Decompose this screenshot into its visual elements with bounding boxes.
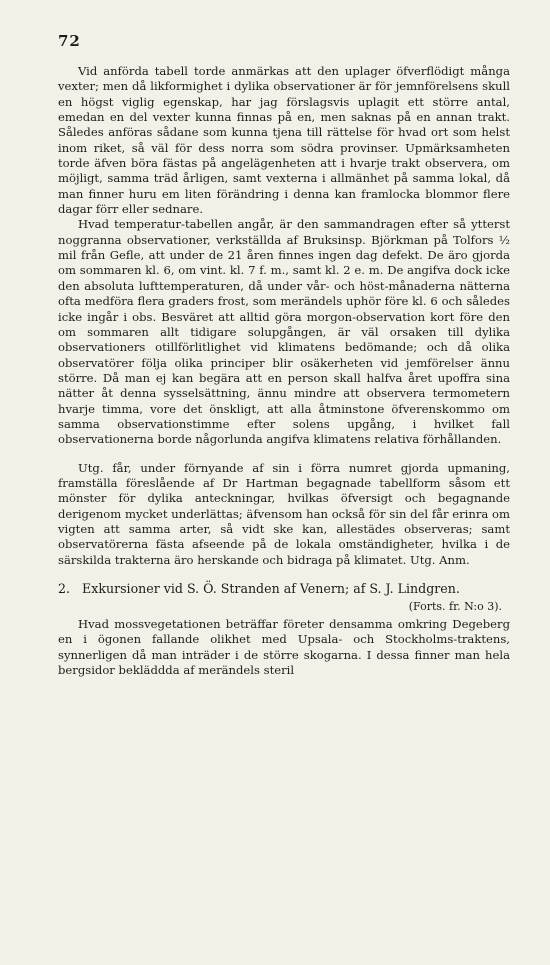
paragraph-temperature-table: Hvad temperatur-tabellen angår, är den sammandragen efter så ytterst noggranna observationer, verkställda af Bruksinsp. Björkman på Tolfors ½ mil från Gefle, att under de 21 åren finnes ingen dag defekt. De äro gjorda om sommaren kl. 6, om vint. kl. 7 f. m., samt kl. 2 e. m. De angifva dock icke den absoluta lufttemperaturen, då under vår- och höst-månaderna nätterna ofta medföra flera graders frost, som merändels uphör före kl. 6 och således icke ingår i obs. Besväret att alltid göra morgon-observation kort före den om sommaren allt tidigare solupgången, är väl orsaken till dylika observationers otillförlitlighet vid klimatens bedömande; och då olika observatörer följa olika principer blir osäkerheten vid jemförelser ännu större. Då man ej kan begära att en person skall halfva året upoffra sina nätter åt denna sysselsättning, ännu mindre att observera termometern hvarje timma, vore det önskligt, att alla åtminstone öfverenskommo om samma observationstimme efter solens upgång, i hvilket fall observationerna borde någorlunda angifva klimatens relativa förhållanden.	[58, 217, 510, 447]
section-title: Exkursioner vid S. Ö. Stranden af Venern; af S. J. Lindgren.	[82, 581, 460, 596]
section-excursions	[58, 581, 510, 678]
continuation-note: (Forts. fr. N:o 3).	[408, 600, 502, 613]
page-number: 72	[58, 32, 81, 50]
section-gap	[58, 568, 510, 581]
section-number: 2.	[58, 581, 71, 596]
paragraph-gap	[58, 448, 510, 461]
section-heading	[58, 581, 510, 597]
body-text	[58, 64, 510, 678]
paragraph-moss-vegetation: Hvad mossvegetationen beträffar företer densamma omkring Degeberg en i ögonen fallande olikhet med Upsala- och Stockholms-traktens, synnerligen då man inträder i de större skogarna. I dessa finner man hela bergsidor bekläddda af merändels steril	[58, 617, 510, 678]
paragraph-vexter-observations: Vid anförda tabell torde anmärkas att den uplager öfverflödigt många vexter; men då likformighet i dylika observationer är för jemnförelsens skull en högst viglig egenskap, har jag förslagsvis uplagit ett större antal, emedan en del vexter kunna finnas på en, men saknas på en annan trakt. Således anföras sådane som kunna tjena till rättelse för hvad ort som helst inom riket, så väl för dess norra som södra provinser. Upmärksamheten torde äfven böra fästas på angelägenheten att i hvarje trakt observera, om möjligt, samma träd årligen, samt vexterna i allmänhet på samma lokal, då man finner huru em liten förändring i denna kan framlocka blommor flere dagar förr eller sednare.	[58, 64, 510, 217]
paragraph-editor-note: Utg. får, under förnyande af sin i förra numret gjorda upmaning, framställa föreslående af Dr Hartman begagnade tabellform såsom ett mönster för dylika anteckningar, hvilkas öfversigt och begagnande derigenom mycket underlättas; äfvensom han också för sin del får erinra om vigten att samma arter, så vidt ske kan, allestädes observeras; samt observatörerna fästa afseende på de lokala omständigheter, hvilka i de särskilda trakterna äro herskande och bidraga på klimatet. Utg. Anm.	[58, 460, 510, 567]
